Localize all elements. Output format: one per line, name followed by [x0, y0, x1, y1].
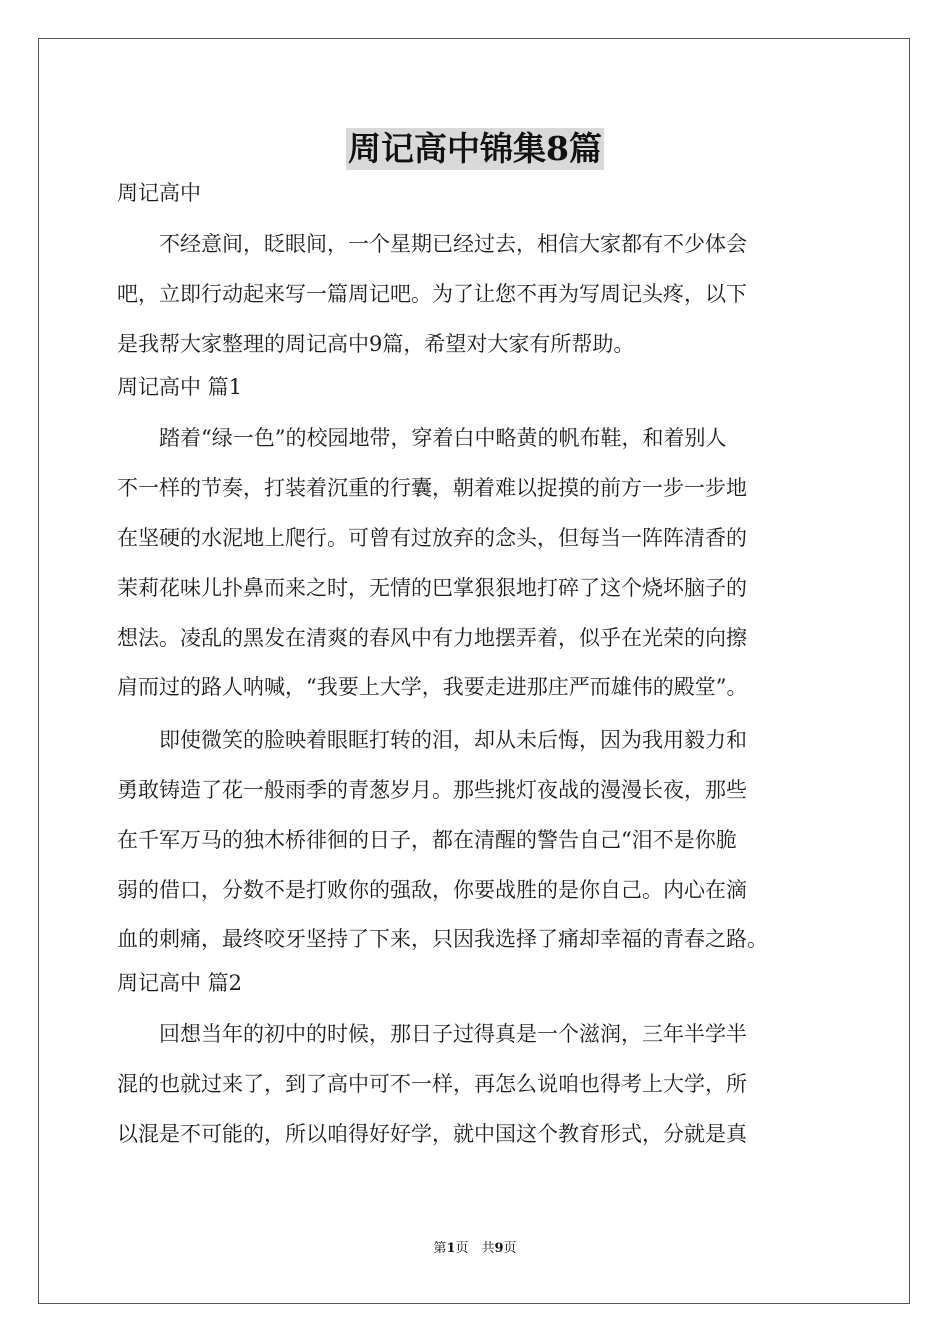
paragraph: 不经意间，眨眼间，一个星期已经过去，相信大家都有不少体会 吧，立即行动起来写一篇周记吧。为了让您不再为写周记头疼，以下 是我帮大家整理的周记高中9篇，希望对大家有所帮助。 — [117, 232, 747, 356]
document-body — [117, 178, 857, 1163]
page-current-number: 1 — [446, 1241, 456, 1256]
section-heading: 周记高中 篇1 — [117, 375, 243, 400]
paragraph: 即使微笑的脸映着眼眶打转的泪，却从未后悔，因为我用毅力和 勇敢铸造了花一般雨季的青葱岁月。那些挑灯夜战的漫漫长夜，那些 在千军万马的独木桥徘徊的日子，都在清醒的警告自己“泪不是你脆 弱的借口，分数不是打败你的强敌，你要战胜的是你自己。内心在滴 血的刺痛，最终咬牙坚持了下来，只因我选择了痛却幸福的青春之路。 — [117, 728, 768, 952]
section-heading: 周记高中 篇2 — [117, 971, 243, 996]
section — [117, 372, 857, 965]
page-total-number: 9 — [494, 1241, 504, 1256]
title-container — [0, 128, 950, 170]
document-title: 周记高中锦集8篇 — [348, 129, 602, 168]
section-heading: 周记高中 — [117, 181, 201, 205]
section — [117, 968, 857, 1159]
page-suffix: 页 — [503, 1241, 517, 1256]
page-mid: 页 共 — [455, 1241, 495, 1256]
paragraph: 回想当年的初中的时候，那日子过得真是一个滋润，三年半学半 混的也就过来了，到了高中可不一样，再怎么说咱也得考上大学，所 以混是不可能的，所以咱得好好学，就中国这个教育形式，分就是真 — [117, 1022, 747, 1146]
page-prefix: 第 — [433, 1241, 447, 1256]
paragraph: 踏着“绿一色”的校园地带，穿着白中略黄的帆布鞋，和着别人 不一样的节奏，打装着沉重的行囊，朝着难以捉摸的前方一步一步地 在坚硬的水泥地上爬行。可曾有过放弃的念头，但每当一阵阵清香的 茉莉花味儿扑鼻而来之时，无情的巴掌狠狠地打碎了这个烧坏脑子的 想法。凌乱的黑发在清爽的春风中有力地摆弄着，似乎在光荣的向擦 肩而过的路人呐喊，“我要上大学，我要走进那庄严而雄伟的殿堂”。 — [117, 426, 748, 700]
page-footer — [0, 1240, 950, 1258]
section — [117, 178, 857, 369]
